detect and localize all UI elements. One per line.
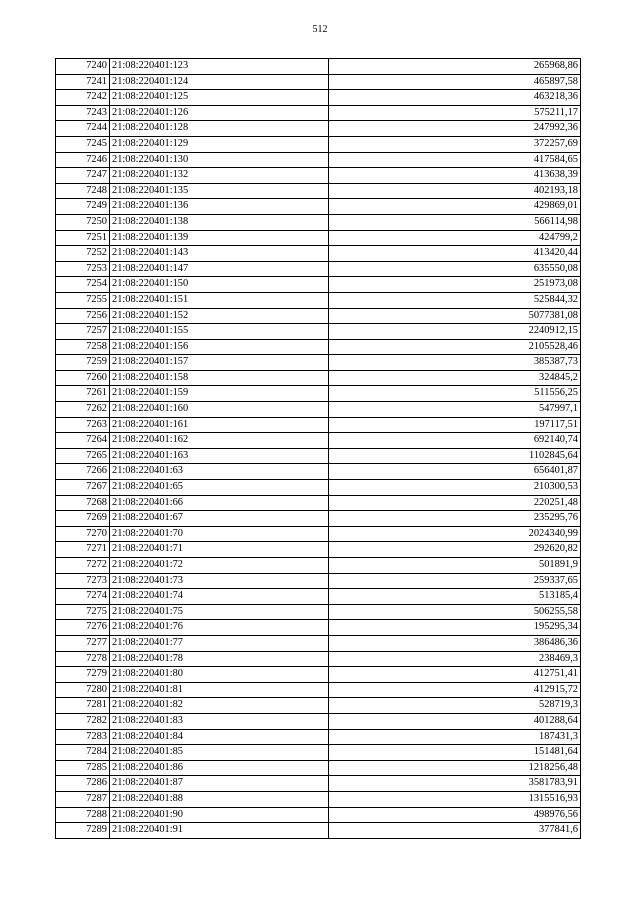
table-row <box>56 90 581 106</box>
value-cell: 417584,65 <box>329 152 581 168</box>
row-number-cell: 7264 <box>56 433 110 449</box>
row-number-cell: 7268 <box>56 495 110 511</box>
row-number-cell: 7260 <box>56 370 110 386</box>
registry-table <box>55 58 581 839</box>
value-cell: 385387,73 <box>329 355 581 371</box>
table-row <box>56 339 581 355</box>
value-cell: 195295,34 <box>329 620 581 636</box>
table-row <box>56 433 581 449</box>
table-row <box>56 355 581 371</box>
row-number-cell: 7259 <box>56 355 110 371</box>
table-row <box>56 651 581 667</box>
value-cell: 187431,3 <box>329 729 581 745</box>
value-cell: 692140,74 <box>329 433 581 449</box>
row-number-cell: 7274 <box>56 589 110 605</box>
table-row <box>56 183 581 199</box>
table-row <box>56 464 581 480</box>
cadastral-number-cell: 21:08:220401:126 <box>110 105 329 121</box>
table-row <box>56 214 581 230</box>
value-cell: 465897,58 <box>329 74 581 90</box>
row-number-cell: 7263 <box>56 417 110 433</box>
cadastral-number-cell: 21:08:220401:70 <box>110 526 329 542</box>
row-number-cell: 7275 <box>56 604 110 620</box>
row-number-cell: 7245 <box>56 136 110 152</box>
value-cell: 235295,76 <box>329 511 581 527</box>
table-row <box>56 105 581 121</box>
cadastral-number-cell: 21:08:220401:163 <box>110 448 329 464</box>
value-cell: 413420,44 <box>329 246 581 262</box>
table-row <box>56 448 581 464</box>
value-cell: 547997,1 <box>329 402 581 418</box>
table-row <box>56 760 581 776</box>
cadastral-number-cell: 21:08:220401:129 <box>110 136 329 152</box>
value-cell: 501891,9 <box>329 558 581 574</box>
row-number-cell: 7246 <box>56 152 110 168</box>
table-row <box>56 542 581 558</box>
table-row <box>56 698 581 714</box>
row-number-cell: 7279 <box>56 667 110 683</box>
row-number-cell: 7242 <box>56 90 110 106</box>
table-row <box>56 261 581 277</box>
cadastral-number-cell: 21:08:220401:124 <box>110 74 329 90</box>
table-row <box>56 823 581 839</box>
value-cell: 377841,6 <box>329 823 581 839</box>
cadastral-number-cell: 21:08:220401:84 <box>110 729 329 745</box>
row-number-cell: 7284 <box>56 745 110 761</box>
table-row <box>56 324 581 340</box>
table-row <box>56 558 581 574</box>
value-cell: 402193,18 <box>329 183 581 199</box>
cadastral-number-cell: 21:08:220401:130 <box>110 152 329 168</box>
cadastral-number-cell: 21:08:220401:76 <box>110 620 329 636</box>
cadastral-number-cell: 21:08:220401:136 <box>110 199 329 215</box>
cadastral-number-cell: 21:08:220401:86 <box>110 760 329 776</box>
table-row <box>56 682 581 698</box>
value-cell: 511556,25 <box>329 386 581 402</box>
value-cell: 525844,32 <box>329 292 581 308</box>
cadastral-number-cell: 21:08:220401:85 <box>110 745 329 761</box>
table-row <box>56 776 581 792</box>
table-row <box>56 745 581 761</box>
row-number-cell: 7253 <box>56 261 110 277</box>
table-row <box>56 59 581 75</box>
value-cell: 498976,56 <box>329 807 581 823</box>
table-row <box>56 604 581 620</box>
row-number-cell: 7251 <box>56 230 110 246</box>
table-row <box>56 230 581 246</box>
value-cell: 513185,4 <box>329 589 581 605</box>
cadastral-number-cell: 21:08:220401:123 <box>110 59 329 75</box>
cadastral-number-cell: 21:08:220401:71 <box>110 542 329 558</box>
table-row <box>56 292 581 308</box>
value-cell: 210300,53 <box>329 480 581 496</box>
table-row <box>56 526 581 542</box>
page-number: 512 <box>312 24 328 35</box>
table-row <box>56 199 581 215</box>
row-number-cell: 7267 <box>56 480 110 496</box>
table-row <box>56 713 581 729</box>
value-cell: 401288,64 <box>329 713 581 729</box>
table-row <box>56 136 581 152</box>
row-number-cell: 7272 <box>56 558 110 574</box>
cadastral-number-cell: 21:08:220401:138 <box>110 214 329 230</box>
value-cell: 424799,2 <box>329 230 581 246</box>
row-number-cell: 7256 <box>56 308 110 324</box>
table-row <box>56 495 581 511</box>
row-number-cell: 7243 <box>56 105 110 121</box>
row-number-cell: 7248 <box>56 183 110 199</box>
cadastral-number-cell: 21:08:220401:125 <box>110 90 329 106</box>
value-cell: 412915,72 <box>329 682 581 698</box>
table-row <box>56 417 581 433</box>
row-number-cell: 7247 <box>56 168 110 184</box>
cadastral-number-cell: 21:08:220401:90 <box>110 807 329 823</box>
cadastral-number-cell: 21:08:220401:143 <box>110 246 329 262</box>
cadastral-number-cell: 21:08:220401:75 <box>110 604 329 620</box>
table-row <box>56 729 581 745</box>
value-cell: 238469,3 <box>329 651 581 667</box>
value-cell: 151481,64 <box>329 745 581 761</box>
row-number-cell: 7262 <box>56 402 110 418</box>
value-cell: 251973,08 <box>329 277 581 293</box>
table-row <box>56 74 581 90</box>
row-number-cell: 7280 <box>56 682 110 698</box>
cadastral-number-cell: 21:08:220401:81 <box>110 682 329 698</box>
value-cell: 1218256,48 <box>329 760 581 776</box>
row-number-cell: 7258 <box>56 339 110 355</box>
cadastral-number-cell: 21:08:220401:158 <box>110 370 329 386</box>
value-cell: 292620,82 <box>329 542 581 558</box>
cadastral-number-cell: 21:08:220401:80 <box>110 667 329 683</box>
row-number-cell: 7250 <box>56 214 110 230</box>
cadastral-number-cell: 21:08:220401:147 <box>110 261 329 277</box>
table-row <box>56 121 581 137</box>
value-cell: 265968,86 <box>329 59 581 75</box>
value-cell: 635550,08 <box>329 261 581 277</box>
cadastral-number-cell: 21:08:220401:83 <box>110 713 329 729</box>
value-cell: 5077381,08 <box>329 308 581 324</box>
value-cell: 259337,65 <box>329 573 581 589</box>
row-number-cell: 7287 <box>56 791 110 807</box>
table-row <box>56 791 581 807</box>
table-row <box>56 511 581 527</box>
table-row <box>56 667 581 683</box>
value-cell: 247992,36 <box>329 121 581 137</box>
row-number-cell: 7269 <box>56 511 110 527</box>
row-number-cell: 7249 <box>56 199 110 215</box>
value-cell: 372257,69 <box>329 136 581 152</box>
cadastral-number-cell: 21:08:220401:87 <box>110 776 329 792</box>
table-row <box>56 635 581 651</box>
value-cell: 2240912,15 <box>329 324 581 340</box>
row-number-cell: 7240 <box>56 59 110 75</box>
row-number-cell: 7283 <box>56 729 110 745</box>
row-number-cell: 7286 <box>56 776 110 792</box>
cadastral-number-cell: 21:08:220401:151 <box>110 292 329 308</box>
cadastral-number-cell: 21:08:220401:160 <box>110 402 329 418</box>
row-number-cell: 7252 <box>56 246 110 262</box>
cadastral-number-cell: 21:08:220401:78 <box>110 651 329 667</box>
row-number-cell: 7244 <box>56 121 110 137</box>
row-number-cell: 7273 <box>56 573 110 589</box>
table-row <box>56 308 581 324</box>
cadastral-number-cell: 21:08:220401:77 <box>110 635 329 651</box>
value-cell: 528719,3 <box>329 698 581 714</box>
cadastral-number-cell: 21:08:220401:73 <box>110 573 329 589</box>
cadastral-number-cell: 21:08:220401:63 <box>110 464 329 480</box>
value-cell: 429869,01 <box>329 199 581 215</box>
table-row <box>56 246 581 262</box>
value-cell: 506255,58 <box>329 604 581 620</box>
row-number-cell: 7278 <box>56 651 110 667</box>
row-number-cell: 7271 <box>56 542 110 558</box>
row-number-cell: 7266 <box>56 464 110 480</box>
value-cell: 413638,39 <box>329 168 581 184</box>
row-number-cell: 7261 <box>56 386 110 402</box>
value-cell: 1102845,64 <box>329 448 581 464</box>
cadastral-number-cell: 21:08:220401:67 <box>110 511 329 527</box>
row-number-cell: 7288 <box>56 807 110 823</box>
table-row <box>56 480 581 496</box>
row-number-cell: 7265 <box>56 448 110 464</box>
cadastral-number-cell: 21:08:220401:161 <box>110 417 329 433</box>
cadastral-number-cell: 21:08:220401:72 <box>110 558 329 574</box>
table-row <box>56 168 581 184</box>
value-cell: 197117,51 <box>329 417 581 433</box>
cadastral-number-cell: 21:08:220401:74 <box>110 589 329 605</box>
table-row <box>56 277 581 293</box>
value-cell: 386486,36 <box>329 635 581 651</box>
value-cell: 324845,2 <box>329 370 581 386</box>
registry-table-body <box>56 59 581 839</box>
table-row <box>56 152 581 168</box>
cadastral-number-cell: 21:08:220401:156 <box>110 339 329 355</box>
row-number-cell: 7276 <box>56 620 110 636</box>
table-row <box>56 370 581 386</box>
cadastral-number-cell: 21:08:220401:66 <box>110 495 329 511</box>
table-row <box>56 573 581 589</box>
cadastral-number-cell: 21:08:220401:157 <box>110 355 329 371</box>
value-cell: 220251,48 <box>329 495 581 511</box>
row-number-cell: 7281 <box>56 698 110 714</box>
cadastral-number-cell: 21:08:220401:135 <box>110 183 329 199</box>
cadastral-number-cell: 21:08:220401:139 <box>110 230 329 246</box>
value-cell: 2105528,46 <box>329 339 581 355</box>
row-number-cell: 7255 <box>56 292 110 308</box>
cadastral-number-cell: 21:08:220401:88 <box>110 791 329 807</box>
table-row <box>56 807 581 823</box>
table-row <box>56 620 581 636</box>
row-number-cell: 7282 <box>56 713 110 729</box>
cadastral-number-cell: 21:08:220401:128 <box>110 121 329 137</box>
cadastral-number-cell: 21:08:220401:152 <box>110 308 329 324</box>
value-cell: 566114,98 <box>329 214 581 230</box>
table-row <box>56 589 581 605</box>
cadastral-number-cell: 21:08:220401:65 <box>110 480 329 496</box>
cadastral-number-cell: 21:08:220401:159 <box>110 386 329 402</box>
cadastral-number-cell: 21:08:220401:150 <box>110 277 329 293</box>
cadastral-number-cell: 21:08:220401:91 <box>110 823 329 839</box>
row-number-cell: 7241 <box>56 74 110 90</box>
table-row <box>56 402 581 418</box>
value-cell: 463218,36 <box>329 90 581 106</box>
table-row <box>56 386 581 402</box>
row-number-cell: 7289 <box>56 823 110 839</box>
cadastral-number-cell: 21:08:220401:162 <box>110 433 329 449</box>
cadastral-number-cell: 21:08:220401:132 <box>110 168 329 184</box>
row-number-cell: 7277 <box>56 635 110 651</box>
row-number-cell: 7257 <box>56 324 110 340</box>
row-number-cell: 7270 <box>56 526 110 542</box>
value-cell: 1315516,93 <box>329 791 581 807</box>
value-cell: 2024340,99 <box>329 526 581 542</box>
value-cell: 3581783,91 <box>329 776 581 792</box>
cadastral-number-cell: 21:08:220401:155 <box>110 324 329 340</box>
value-cell: 412751,41 <box>329 667 581 683</box>
row-number-cell: 7285 <box>56 760 110 776</box>
cadastral-number-cell: 21:08:220401:82 <box>110 698 329 714</box>
value-cell: 656401,87 <box>329 464 581 480</box>
value-cell: 575211,17 <box>329 105 581 121</box>
row-number-cell: 7254 <box>56 277 110 293</box>
